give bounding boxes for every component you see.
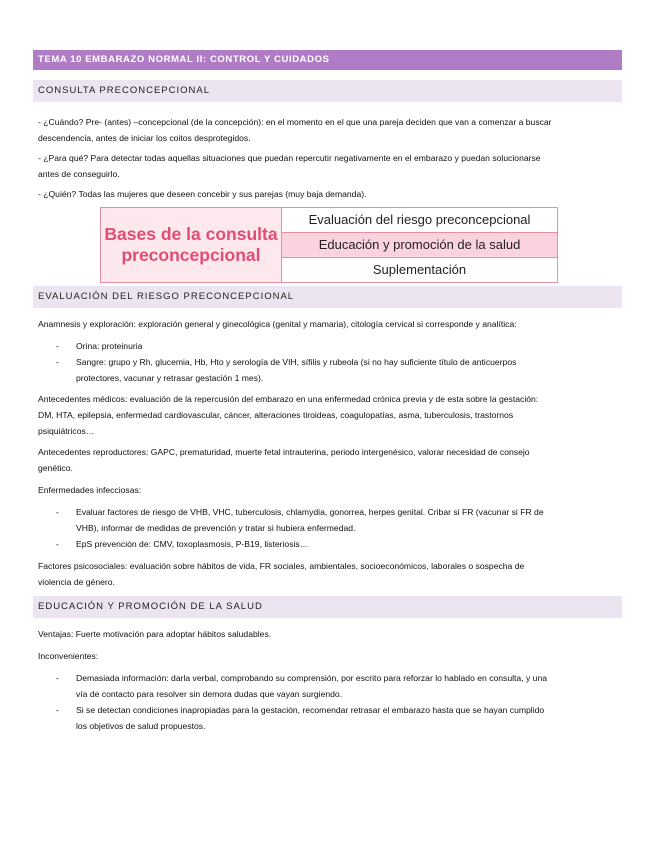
list-item-text: VHB), informar de medidas de prevención y tratar si hubiera enfermedad. [76, 523, 356, 533]
section-heading-consulta: CONSULTA PRECONCEPCIONAL [33, 80, 622, 102]
document-page [33, 50, 622, 734]
bases-item-evaluacion: Evaluación del riesgo preconcepcional [281, 208, 557, 232]
paragraph-antecedentes-reproductores-2: genético. [38, 463, 73, 473]
list-item-text: los objetivos de salud propuestos. [76, 721, 206, 731]
section-heading-educacion: EDUCACIÓN Y PROMOCIÓN DE LA SALUD [33, 596, 622, 618]
list-item [33, 702, 622, 718]
infecciosas-list [33, 504, 622, 552]
list-item-text: Si se detectan condiciones inapropiadas para la gestación, recomendar retrasar el embarazo hasta que se hayan cumplido [76, 705, 545, 715]
list-item-text: Evaluar factores de riesgo de VHB, VHC, tuberculosis, chlamydia, gonorrea, herpes genital. Cribar si FR (vacunar si FR de [76, 507, 544, 517]
paragraph-cuando-2: descendencia, antes de iniciar los coitos desprotegidos. [38, 133, 251, 143]
bases-diagram-title [101, 208, 281, 282]
paragraph-factores-psicosociales-2: violencia de género. [38, 577, 115, 587]
list-item-continuation [33, 370, 622, 386]
bullet-dash: - [56, 539, 59, 549]
paragraph-cuando-1: - ¿Cuándo? Pre- (antes) –concepcional (de la concepción): en el momento en el que una pareja deciden que van a comenzar a buscar [38, 117, 552, 127]
list-item-continuation [33, 718, 622, 734]
bases-diagram [100, 207, 558, 283]
bullet-dash: - [56, 507, 59, 517]
paragraph-antecedentes-medicos-3: psiquiátricos… [38, 426, 95, 436]
document-title: TEMA 10 EMBARAZO NORMAL II: CONTROL Y CUIDADOS [33, 50, 622, 70]
bullet-dash: - [56, 705, 59, 715]
paragraph-quien: - ¿Quién? Todas las mujeres que deseen concebir y sus parejas (muy baja demanda). [38, 189, 367, 199]
bullet-dash: - [56, 673, 59, 683]
paragraph-antecedentes-medicos-2: DM, HTA, epilepsia, enfermedad cardiovascular, cáncer, alteraciones tiroideas, coagulopatías, asma, tuberculosis, trastornos [38, 410, 514, 420]
bases-title-line-2: preconcepcional [121, 245, 261, 265]
section-heading-evaluacion: EVALUACIÓN DEL RIESGO PRECONCEPCIONAL [33, 286, 622, 308]
paragraph-para-que-2: antes de conseguirlo. [38, 169, 120, 179]
list-item-text: EpS prevención de: CMV, toxoplasmosis, P-B19, listeriosis… [76, 539, 309, 549]
analitica-list [33, 338, 622, 386]
list-item [33, 536, 622, 552]
paragraph-antecedentes-reproductores-1: Antecedentes reproductores: GAPC, prematuridad, muerte fetal intrauterina, periodo intergenésico, valorar necesidad de consejo [38, 447, 530, 457]
paragraph-factores-psicosociales-1: Factores psicosociales: evaluación sobre hábitos de vida, FR sociales, ambientales, socioeconómicos, laborales o sospecha de [38, 561, 525, 571]
paragraph-enfermedades-infecciosas: Enfermedades infecciosas: [38, 485, 142, 495]
paragraph-inconvenientes: Inconvenientes: [38, 651, 99, 661]
paragraph-antecedentes-medicos-1: Antecedentes médicos: evaluación de la repercusión del embarazo en una enfermedad crónica previa y de esta sobre la gestación: [38, 394, 539, 404]
inconvenientes-list [33, 670, 622, 734]
list-item-text: Sangre: grupo y Rh, glucemia, Hb, Hto y serología de VIH, sífilis y rubeola (si no hay suficiente título de anticuerpos [76, 357, 517, 367]
bullet-dash: - [56, 357, 59, 367]
list-item-text: Orina: proteinuria [76, 341, 143, 351]
list-item [33, 504, 622, 520]
bases-title-line-1: Bases de la consulta [104, 224, 278, 244]
paragraph-para-que-1: - ¿Para qué? Para detectar todas aquellas situaciones que puedan repercutir negativamente en el embarazo y puedan solucionarse [38, 153, 541, 163]
bullet-dash: - [56, 341, 59, 351]
list-item-text: Demasiada información: darla verbal, comprobando su comprensión, por escrito para reforzar lo hablado en consulta, y una [76, 673, 548, 683]
bases-item-suplementacion: Suplementación [281, 257, 557, 282]
bases-item-educacion: Educación y promoción de la salud [281, 232, 557, 257]
bases-diagram-items [281, 208, 557, 282]
list-item-text: protectores, vacunar y retrasar gestación 1 mes). [76, 373, 264, 383]
paragraph-anamnesis: Anamnesis y exploración: exploración general y ginecológica (genital y mamaria), citología cervical si corresponde y analítica: [38, 319, 517, 329]
bases-diagram-wrapper [33, 202, 622, 286]
list-item [33, 354, 622, 370]
list-item [33, 338, 622, 354]
list-item-continuation [33, 520, 622, 536]
list-item-text: vía de contacto para resolver sin demora dudas que vayan surgiendo. [76, 689, 343, 699]
list-item [33, 670, 622, 686]
paragraph-ventajas: Ventajas: Fuerte motivación para adoptar hábitos saludables. [38, 629, 272, 639]
list-item-continuation [33, 686, 622, 702]
